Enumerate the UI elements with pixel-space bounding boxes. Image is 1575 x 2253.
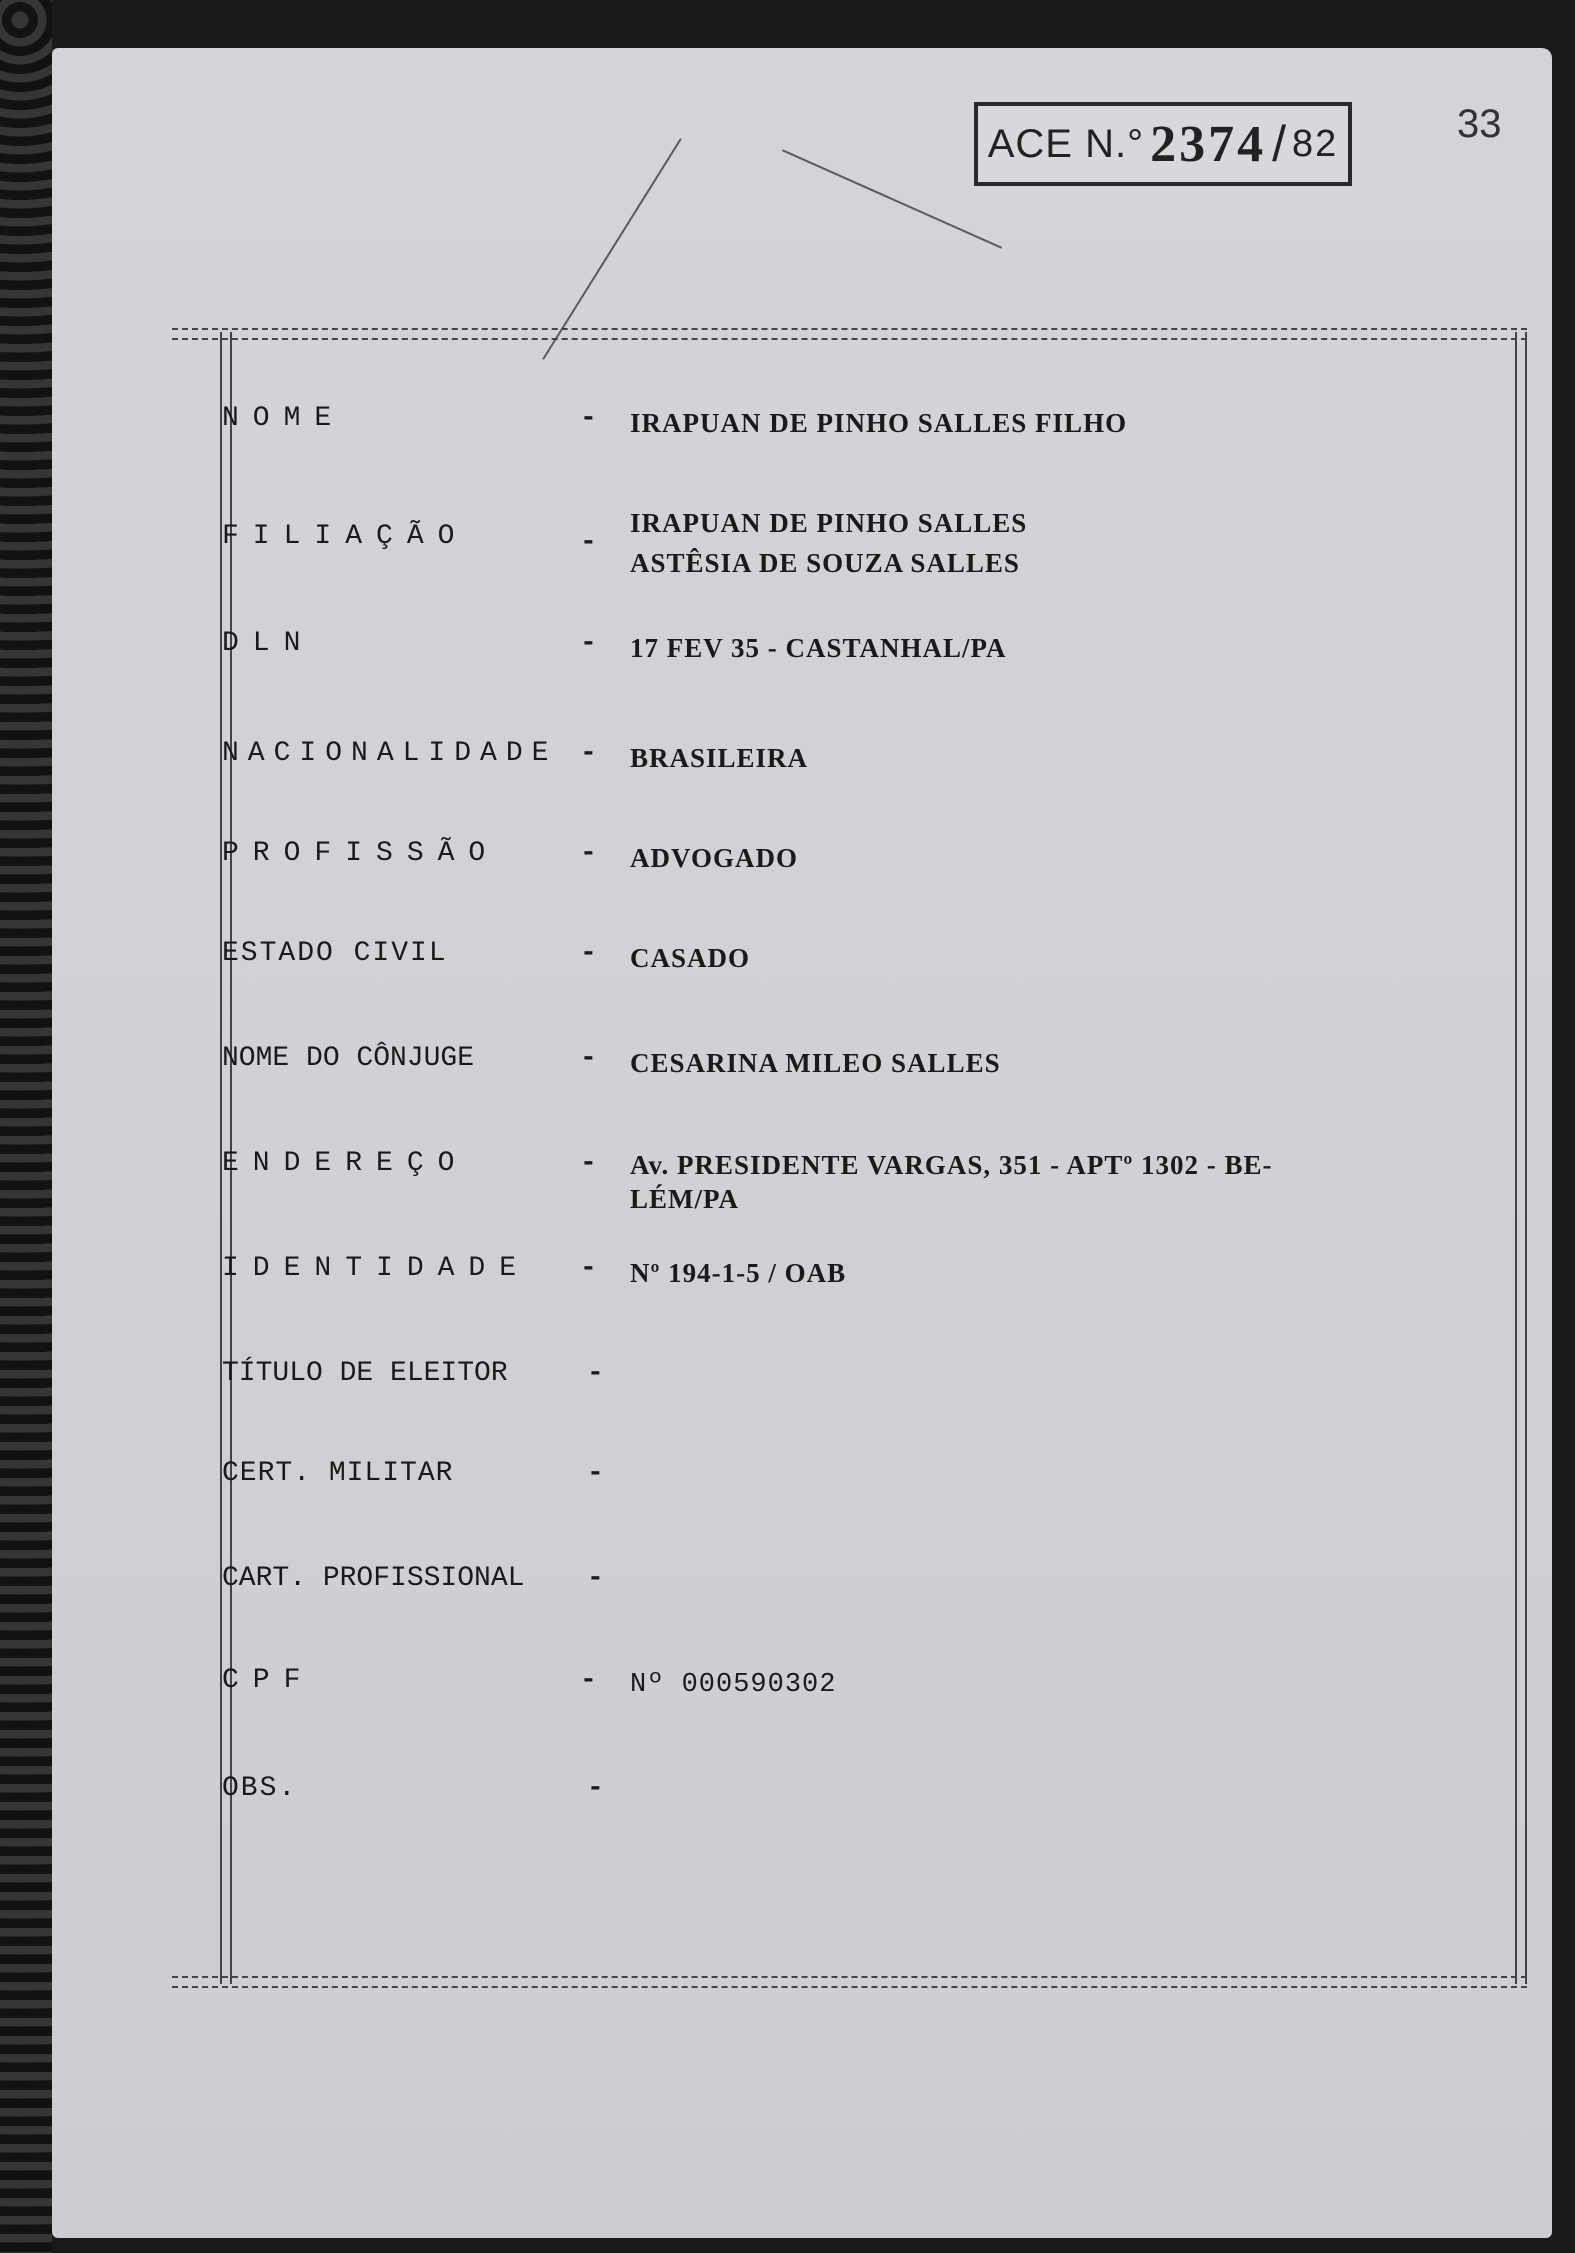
field-label: TÍTULO DE ELEITOR: [222, 1358, 508, 1389]
film-edge: [0, 0, 52, 2253]
page-number: 33: [1457, 102, 1502, 146]
field-separator: -: [587, 1773, 604, 1804]
field-separator: -: [580, 1665, 597, 1696]
field-label: CPF: [222, 1665, 315, 1696]
field-label: ESTADO CIVIL: [222, 938, 448, 969]
field-separator: -: [580, 1043, 597, 1074]
field-value: ADVOGADO: [630, 843, 798, 873]
film-scratch: [782, 149, 1002, 248]
field-label: CART. PROFISSIONAL: [222, 1563, 525, 1594]
ace-number: 2374: [1150, 115, 1267, 173]
field-separator: -: [580, 1148, 597, 1179]
field-label: IDENTIDADE: [222, 1253, 531, 1284]
frame-border-top: [172, 328, 1527, 340]
field-separator: -: [580, 938, 597, 969]
field-value: [630, 503, 1370, 583]
ace-stamp: [974, 102, 1352, 186]
field-label: PROFISSÃO: [222, 838, 500, 869]
field-value-line: LÉM/PA: [630, 1184, 739, 1214]
field-value: CESARINA MILEO SALLES: [630, 1048, 1001, 1078]
field-separator: -: [580, 403, 597, 434]
field-value: [630, 1148, 1370, 1216]
document-sheet: [52, 48, 1552, 2238]
field-separator: -: [580, 838, 597, 869]
field-label: NOME DO CÔNJUGE: [222, 1043, 475, 1074]
ace-label: ACE N.°: [987, 121, 1145, 166]
field-separator: -: [587, 1563, 604, 1594]
field-separator: -: [587, 1358, 604, 1389]
field-value: Nº 194-1-5 / OAB: [630, 1258, 847, 1288]
field-separator: -: [580, 527, 597, 558]
field-value: Nº 000590302: [630, 1670, 837, 1700]
field-label: NOME: [222, 403, 346, 434]
field-value: IRAPUAN DE PINHO SALLES FILHO: [630, 408, 1128, 438]
field-value-line: Av. PRESIDENTE VARGAS, 351 - APTº 1302 - BE-: [630, 1150, 1273, 1180]
frame-border-bottom: [172, 1976, 1527, 1988]
field-label: DLN: [222, 628, 315, 659]
field-label: FILIAÇÃO: [222, 521, 469, 552]
field-label: NACIONALIDADE: [222, 738, 558, 769]
field-separator: -: [587, 1458, 604, 1489]
field-value-line: IRAPUAN DE PINHO SALLES: [630, 508, 1028, 538]
film-scratch: [542, 138, 681, 360]
field-label: OBS.: [222, 1773, 298, 1804]
field-value-line: ASTÊSIA DE SOUZA SALLES: [630, 548, 1020, 578]
ace-slash: /: [1272, 116, 1286, 172]
field-value: BRASILEIRA: [630, 743, 809, 773]
field-separator: -: [580, 628, 597, 659]
field-value: CASADO: [630, 943, 751, 973]
field-value: 17 FEV 35 - CASTANHAL/PA: [630, 633, 1007, 663]
ace-year: 82: [1291, 122, 1339, 165]
field-label: CERT. MILITAR: [222, 1458, 454, 1489]
field-separator: -: [580, 1253, 597, 1284]
field-separator: -: [580, 738, 597, 769]
frame-border-right: [1515, 332, 1527, 1984]
field-label: ENDEREÇO: [222, 1148, 469, 1179]
